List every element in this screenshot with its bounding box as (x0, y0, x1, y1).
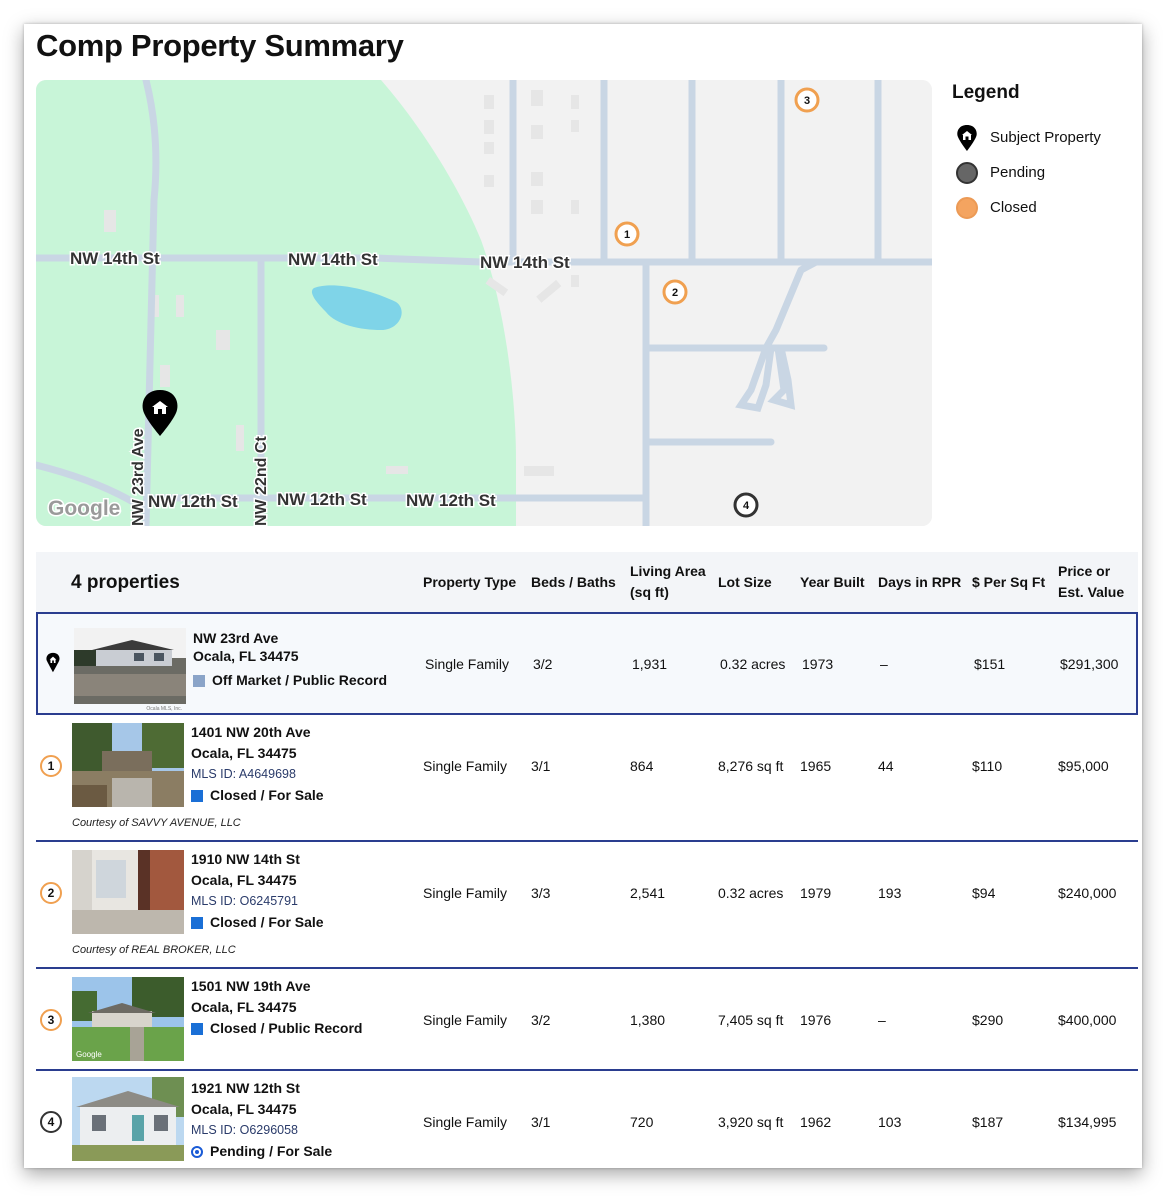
col-header-days: Days in RPR (878, 573, 962, 590)
city-state-zip: Ocala, FL 34475 (193, 648, 299, 664)
svg-text:1: 1 (623, 229, 631, 241)
living-area: 1,380 (630, 1012, 666, 1028)
street-label: NW 23rd Ave (130, 428, 147, 526)
city-state-zip: Ocala, FL 34475 (191, 999, 297, 1015)
comp-marker-3: 3 (40, 1009, 62, 1031)
status-badge (193, 670, 387, 691)
svg-text:4: 4 (742, 500, 750, 512)
table-header (36, 552, 1138, 612)
mls-id: MLS ID: A4649698 (191, 767, 296, 781)
property-type: Single Family (425, 656, 510, 672)
property-count: 4 properties (71, 571, 180, 593)
days-in-rpr: 193 (878, 885, 902, 901)
listing-courtesy: Courtesy of REAL BROKER, LLC (72, 944, 236, 956)
city-state-zip: Ocala, FL 34475 (191, 745, 297, 761)
legend-label: Subject Property (990, 129, 1101, 146)
living-area: 720 (630, 1114, 654, 1130)
status-label: Closed / For Sale (210, 787, 324, 803)
map-marker-2 (664, 281, 686, 303)
legend-label: Pending (990, 164, 1046, 181)
status-label: Closed / For Sale (210, 914, 324, 930)
svg-text:3: 3 (803, 95, 811, 107)
days-in-rpr: – (878, 1012, 886, 1028)
mls-id: MLS ID: O6245791 (191, 894, 299, 908)
col-header-lot: Lot Size (718, 573, 772, 590)
table-row[interactable] (36, 842, 1138, 969)
city-state-zip: Ocala, FL 34475 (191, 872, 297, 888)
street-label: NW 22nd Ct (253, 436, 270, 526)
status-square-icon (191, 1023, 203, 1035)
legend-item-pending (952, 155, 1132, 190)
status-badge (191, 1018, 362, 1039)
price-value: $240,000 (1058, 885, 1117, 901)
street-address: 1921 NW 12th St (191, 1080, 300, 1096)
year-built: 1962 (800, 1114, 832, 1130)
col-header-ppsf: $ Per Sq Ft (972, 573, 1046, 590)
mls-id: MLS ID: O6296058 (191, 1123, 299, 1137)
pending-radio-icon (191, 1146, 203, 1158)
price-per-sqft: $187 (972, 1114, 1004, 1130)
legend-label: Closed (990, 199, 1037, 216)
status-label: Pending / For Sale (210, 1143, 333, 1159)
days-in-rpr: 103 (878, 1114, 902, 1130)
city-state-zip: Ocala, FL 34475 (191, 1101, 297, 1117)
price-per-sqft: $110 (972, 758, 1003, 774)
beds-baths: 3/1 (531, 758, 551, 774)
comp-marker-2: 2 (40, 882, 62, 904)
living-area: 864 (630, 758, 654, 774)
address-block (191, 849, 324, 933)
status-square-icon (191, 917, 203, 929)
price-value: $134,995 (1058, 1114, 1117, 1130)
status-badge (191, 785, 324, 806)
address-block (193, 629, 387, 691)
map-marker-4 (735, 494, 757, 516)
listing-courtesy: Courtesy of SAVVY AVENUE, LLC (72, 817, 241, 829)
address-block (191, 1078, 332, 1162)
price-per-sqft: $290 (972, 1012, 1004, 1028)
property-table (36, 552, 1138, 1168)
lot-size: 0.32 acres (720, 656, 786, 672)
map[interactable] (36, 80, 932, 526)
beds-baths: 3/1 (531, 1114, 551, 1130)
col-header-price: Price or Est. Value (1058, 563, 1125, 600)
legend-title: Legend (952, 82, 1020, 103)
price-value: $291,300 (1060, 656, 1119, 672)
subject-home-pin-icon (42, 652, 64, 674)
address-block (191, 976, 362, 1039)
address-block (191, 722, 324, 806)
comp-marker-1: 1 (40, 755, 62, 777)
street-label: NW 14th St (480, 253, 570, 272)
lot-size: 8,276 sq ft (718, 758, 784, 774)
col-header-beds: Beds / Baths (531, 573, 616, 590)
price-per-sqft: $94 (972, 885, 996, 901)
street-label: NW 14th St (70, 249, 160, 268)
page-title: Comp Property Summary (36, 28, 404, 63)
status-square-icon (191, 790, 203, 802)
property-photo[interactable] (72, 977, 184, 1061)
property-photo[interactable] (72, 1077, 184, 1161)
property-type: Single Family (423, 1114, 508, 1130)
property-type: Single Family (423, 885, 508, 901)
beds-baths: 3/3 (531, 885, 551, 901)
year-built: 1965 (800, 758, 832, 774)
status-label: Off Market / Public Record (212, 672, 388, 688)
photo-caption: Ocala MLS, Inc. (146, 706, 182, 712)
table-row[interactable] (36, 1071, 1138, 1168)
comp-marker-4: 4 (40, 1111, 62, 1133)
pending-dot-icon (956, 162, 978, 184)
year-built: 1973 (802, 656, 834, 672)
closed-dot-icon (956, 197, 978, 219)
price-value: $95,000 (1058, 758, 1109, 774)
living-area: 1,931 (632, 656, 668, 672)
price-per-sqft: $151 (974, 656, 1006, 672)
status-badge (191, 1141, 332, 1162)
legend-item-subject (952, 120, 1132, 155)
map-marker-1 (616, 223, 638, 245)
beds-baths: 3/2 (531, 1012, 551, 1028)
year-built: 1979 (800, 885, 832, 901)
map-marker-3 (796, 89, 818, 111)
google-logo: Google (48, 497, 121, 520)
living-area: 2,541 (630, 885, 666, 901)
svg-text:2: 2 (671, 287, 679, 299)
property-photo[interactable] (72, 850, 184, 934)
home-pin-icon (952, 124, 982, 152)
lot-size: 7,405 sq ft (718, 1012, 784, 1028)
lot-size: 3,920 sq ft (718, 1114, 784, 1130)
street-address: 1910 NW 14th St (191, 851, 300, 867)
lot-size: 0.32 acres (718, 885, 784, 901)
street-label: NW 12th St (148, 492, 238, 511)
table-row[interactable] (36, 969, 1138, 1071)
table-row[interactable] (36, 715, 1138, 842)
property-photo[interactable] (72, 723, 184, 807)
price-value: $400,000 (1058, 1012, 1117, 1028)
col-header-year: Year Built (800, 573, 865, 590)
col-header-type: Property Type (423, 573, 517, 590)
year-built: 1976 (800, 1012, 832, 1028)
table-row-subject[interactable] (36, 612, 1138, 715)
street-address: 1501 NW 19th Ave (191, 978, 311, 994)
photo-caption: Google (76, 1050, 102, 1059)
status-badge (191, 912, 324, 933)
street-address: NW 23rd Ave (193, 630, 279, 646)
street-label: NW 12th St (277, 490, 367, 509)
days-in-rpr: – (880, 656, 888, 672)
beds-baths: 3/2 (533, 656, 553, 672)
report-page (24, 24, 1142, 1168)
days-in-rpr: 44 (878, 758, 894, 774)
property-type: Single Family (423, 1012, 508, 1028)
property-type: Single Family (423, 758, 508, 774)
street-label: NW 12th St (406, 491, 496, 510)
street-label: NW 14th St (288, 250, 378, 269)
legend (952, 82, 1132, 225)
legend-item-closed (952, 190, 1132, 225)
property-photo[interactable] (74, 628, 186, 712)
status-label: Closed / Public Record (210, 1020, 363, 1036)
status-square-icon (193, 675, 205, 687)
street-address: 1401 NW 20th Ave (191, 724, 311, 740)
col-header-living: Living Area (sq ft) (630, 563, 706, 600)
